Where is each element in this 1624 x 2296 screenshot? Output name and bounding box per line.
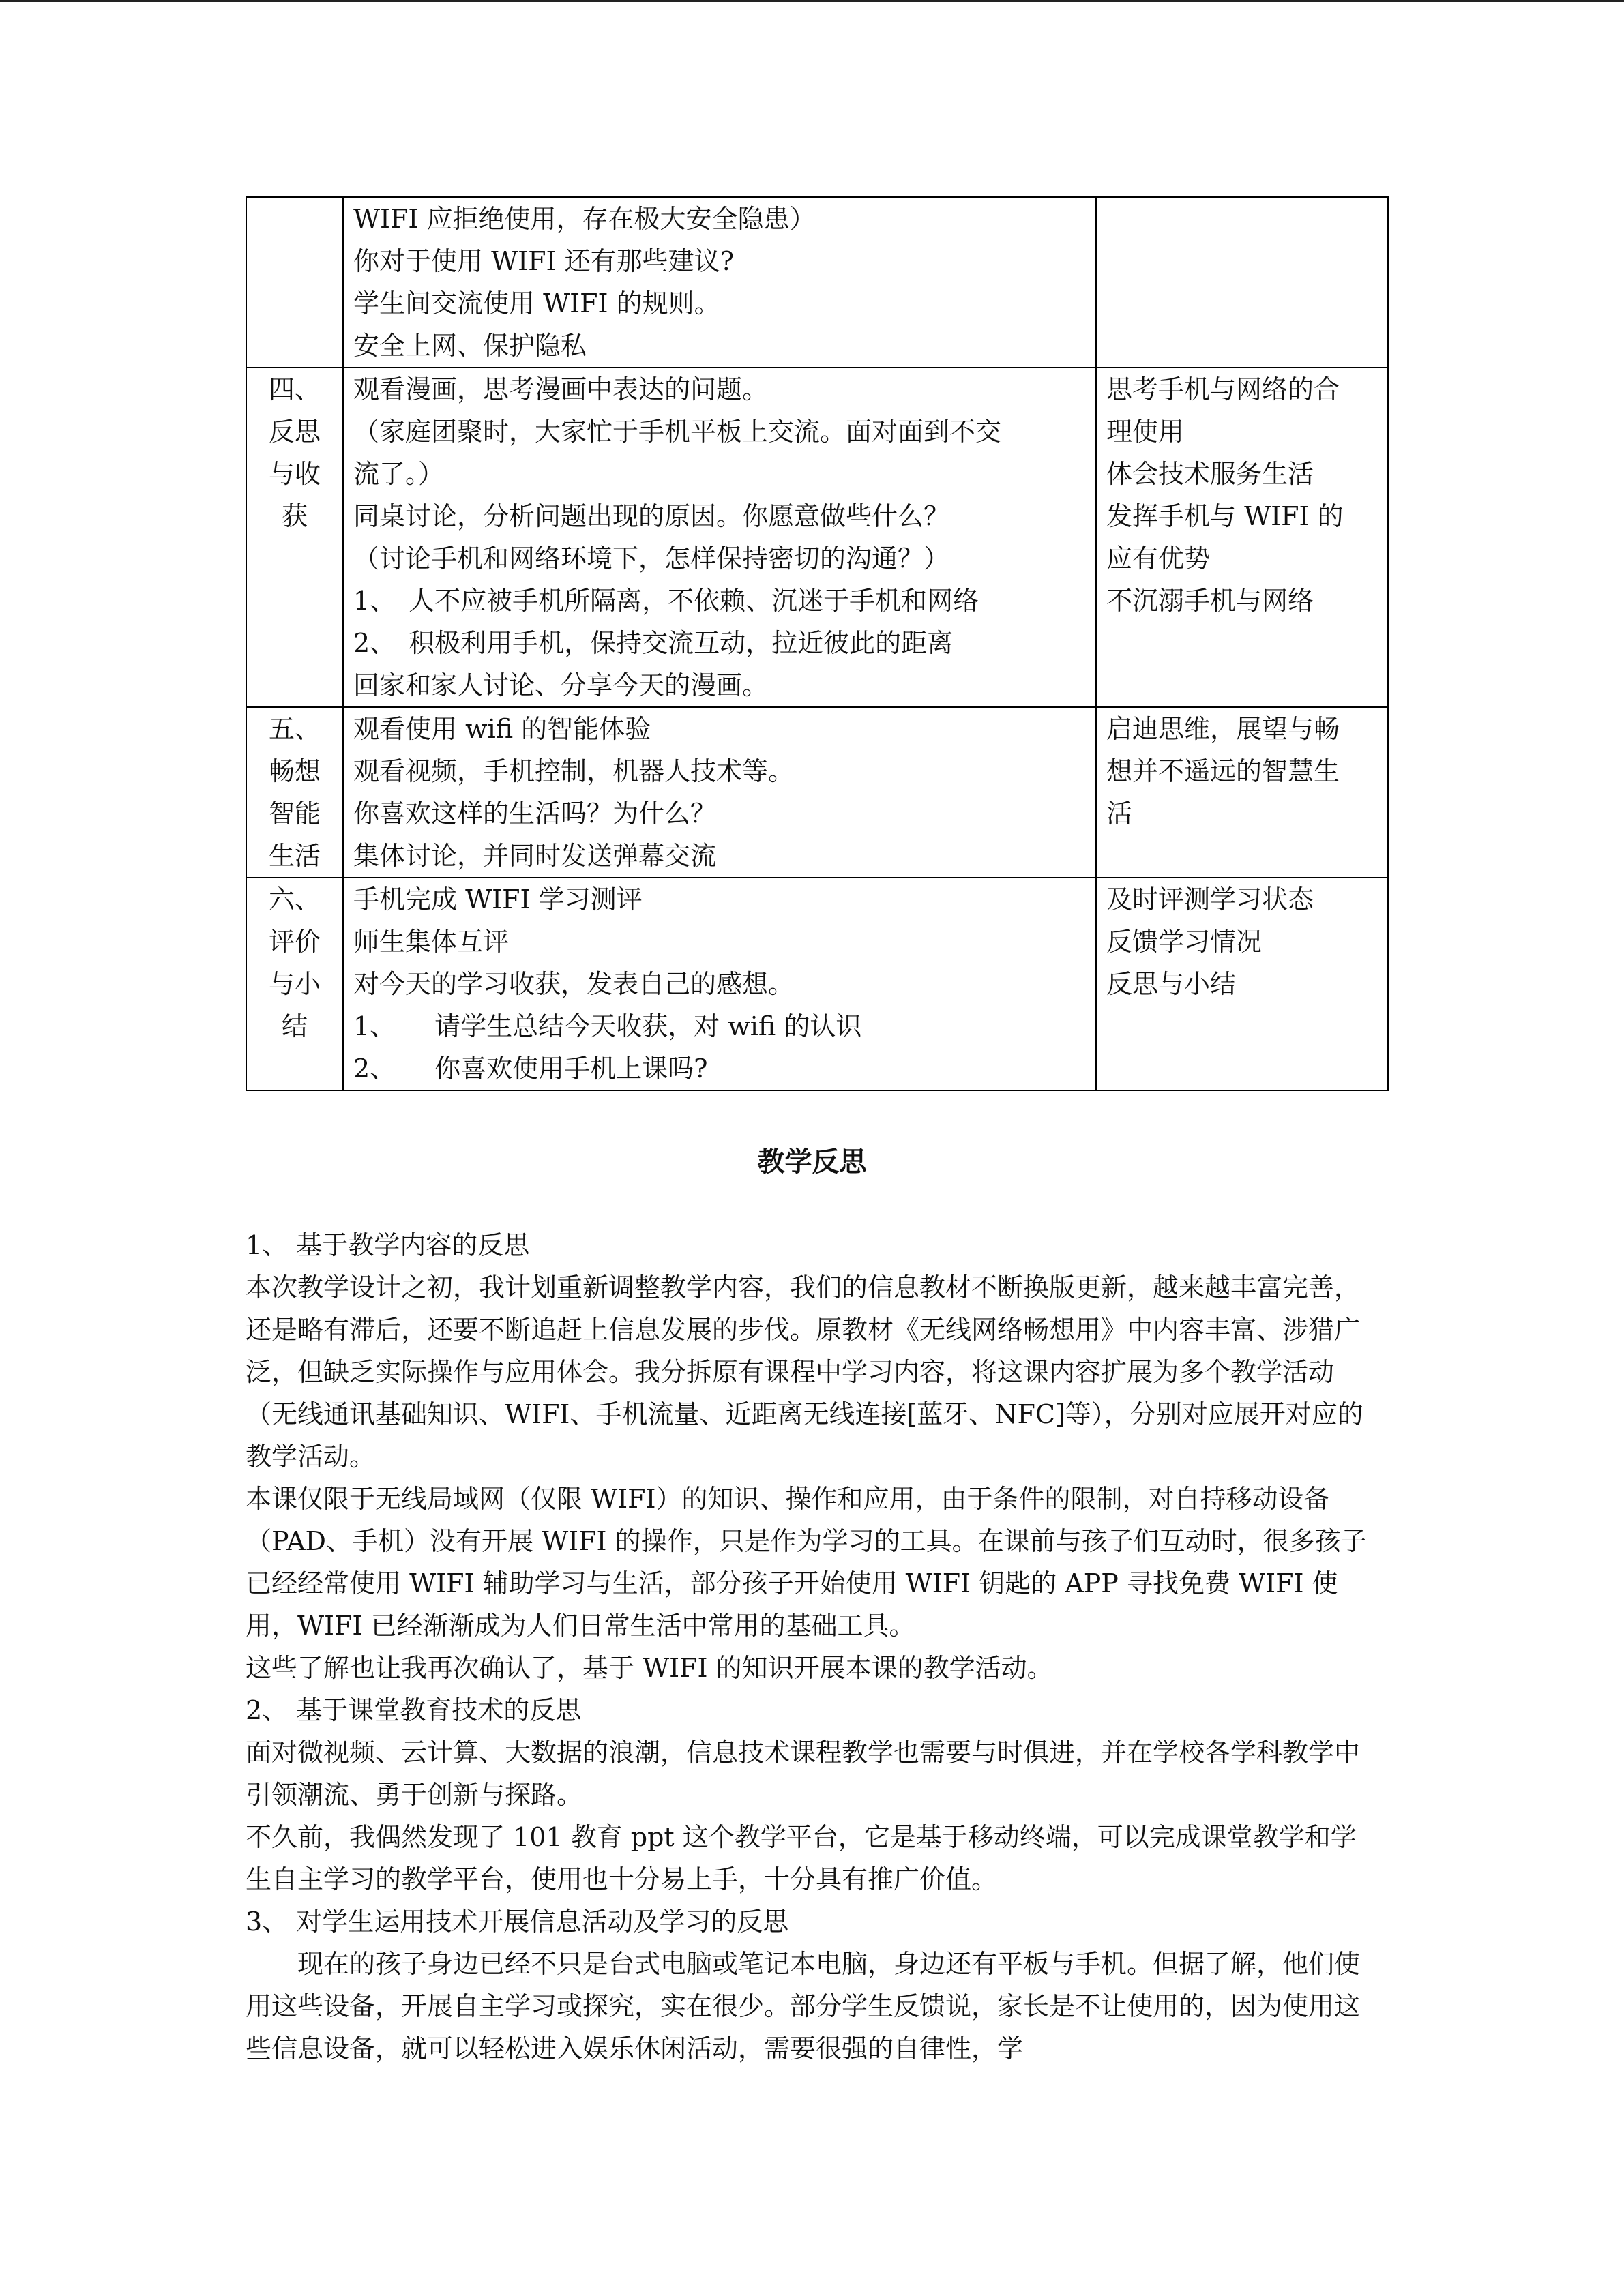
stage-cell [246,197,343,368]
stage-cell [246,707,343,878]
content-cell-line: 观看使用 wifi 的智能体验 [353,714,651,744]
table-row [246,707,1388,878]
reflection-paragraph: 这些了解也让我再次确认了，基于 WIFI 的知识开展本课的教学活动。 [246,1653,1053,1683]
content-cell-line: 同桌讨论，分析问题出现的原因。你愿意做些什么？ [353,501,950,531]
content-cell-line: 观看漫画，思考漫画中表达的问题。 [353,374,769,404]
stage-cell-line: 反思 [268,417,321,447]
content-cell-line: 集体讨论，并同时发送弹幕交流 [353,841,717,871]
reflection-paragraph: 不久前，我偶然发现了 101 教育 ppt 这个教学平台，它是基于移动终端，可以完成课堂教学和学生自主学习的教学平台，使用也十分易上手，十分具有推广价值。 [246,1822,1357,1894]
intent-cell [1096,707,1388,878]
content-cell-line: 对今天的学习收获，发表自己的感想。 [353,969,795,999]
stage-cell-line: 与小 [268,969,321,999]
stage-cell-line: 六、 [268,884,321,914]
content-cell-line: WIFI 应拒绝使用，存在极大安全隐患） [353,204,816,234]
stage-cell-line: 结 [281,1011,308,1041]
intent-cell-line: 想并不遥远的智慧生 [1106,756,1340,786]
content-cell [343,878,1096,1090]
intent-cell-line: 不沉溺手机与网络 [1106,586,1314,616]
table-row [246,878,1388,1090]
reflection-body [246,1224,1371,2070]
intent-cell-line: 应有优势 [1106,543,1211,573]
content-cell [343,197,1096,368]
content-cell-line: （讨论手机和网络环境下，怎样保持密切的沟通？） [353,543,950,573]
page-top-border [0,0,1624,2]
intent-cell-line: 理使用 [1106,417,1185,447]
reflection-paragraph: 现在的孩子身边已经不只是台式电脑或笔记本电脑，身边还有平板与手机。但据了解，他们使用这些设备，开展自主学习或探究，实在很少。部分学生反馈说，家长是不让使用的，因为使用这些信息设备，就可以轻松进入娱乐休闲活动，需要很强的自律性，学 [246,1949,1361,2063]
content-cell-line: 2、 你喜欢使用手机上课吗? [353,1054,708,1084]
stage-cell-line: 畅想 [268,756,321,786]
stage-cell [246,878,343,1090]
content-cell [343,707,1096,878]
intent-cell-line: 反思与小结 [1106,969,1237,999]
intent-cell-line: 反馈学习情况 [1106,927,1263,957]
content-cell-line: 2、 积极利用手机，保持交流互动，拉近彼此的距离 [353,628,954,658]
reflection-heading-3: 3、 对学生运用技术开展信息活动及学习的反思 [246,1907,789,1937]
intent-cell [1096,368,1388,707]
content-cell-line: 观看视频，手机控制，机器人技术等。 [353,756,795,786]
intent-cell-line: 思考手机与网络的合 [1106,374,1340,404]
intent-cell-line: 及时评测学习状态 [1106,884,1314,914]
content-cell-line: （家庭团聚时，大家忙于手机平板上交流。面对面到不交 [353,417,1002,447]
intent-cell-line: 体会技术服务生活 [1106,459,1314,489]
stage-cell [246,368,343,707]
stage-cell-line: 智能 [268,799,321,829]
table-row [246,368,1388,707]
content-cell-line: 1、 请学生总结今天收获，对 wifi 的认识 [353,1011,862,1041]
intent-cell [1096,878,1388,1090]
content-cell-line: 回家和家人讨论、分享今天的漫画。 [353,670,769,700]
content-cell-line: 1、 人不应被手机所隔离，不依赖、沉迷于手机和网络 [353,586,979,616]
reflection-paragraph: 本课仅限于无线局域网（仅限 WIFI）的知识、操作和应用，由于条件的限制，对自持移动设备（PAD、手机）没有开展 WIFI 的操作，只是作为学习的工具。在课前与孩子们互动时，很多孩子已经经常使用 WIFI 辅助学习与生活，部分孩子开始使用 WIFI 钥匙的 APP 寻找免费 WIFI 使用，WIFI 已经渐渐成为人们日常生活中常用的基础工具。 [246,1484,1367,1641]
stage-cell-line: 五、 [268,714,321,744]
stage-cell-line: 四、 [268,374,321,404]
lesson-plan-table [246,196,1389,1091]
reflection-heading-2: 2、 基于课堂教育技术的反思 [246,1695,582,1725]
content-cell-line: 学生间交流使用 WIFI 的规则。 [353,288,720,318]
reflection-paragraph: 面对微视频、云计算、大数据的浪潮，信息技术课程教学也需要与时俱进，并在学校各学科教学中引领潮流、勇于创新与探路。 [246,1738,1361,1810]
intent-cell-line: 活 [1106,799,1133,829]
intent-cell-line: 启迪思维，展望与畅 [1106,714,1340,744]
intent-cell-line: 发挥手机与 WIFI 的 [1106,501,1344,531]
content-cell [343,368,1096,707]
content-cell-line: 师生集体互评 [353,927,510,957]
stage-cell-line: 评价 [268,927,321,957]
content-cell-line: 安全上网、保护隐私 [353,331,587,361]
intent-cell [1096,197,1388,368]
reflection-paragraph: 本次教学设计之初，我计划重新调整教学内容，我们的信息教材不断换版更新，越来越丰富完善，还是略有滞后，还要不断追赶上信息发展的步伐。原教材《无线网络畅想用》中内容丰富、涉猎广泛，但缺乏实际操作与应用体会。我分拆原有课程中学习内容，将这课内容扩展为多个教学活动（无线通讯基础知识、WIFI、手机流量、近距离无线连接[蓝牙、NFC]等），分别对应展开对应的教学活动。 [246,1272,1363,1472]
stage-cell-line: 与收 [268,459,321,489]
stage-cell-line: 获 [281,501,308,531]
table-row [246,197,1388,368]
stage-cell-line: 生活 [268,841,321,871]
content-cell-line: 流了。） [353,459,445,489]
content-cell-line: 你喜欢这样的生活吗？为什么？ [353,799,717,829]
content-cell-line: 手机完成 WIFI 学习测评 [353,884,643,914]
reflection-heading-1: 1、 基于教学内容的反思 [246,1230,530,1260]
reflection-title: 教学反思 [757,1146,867,1178]
content-cell-line: 你对于使用 WIFI 还有那些建议? [353,246,734,276]
